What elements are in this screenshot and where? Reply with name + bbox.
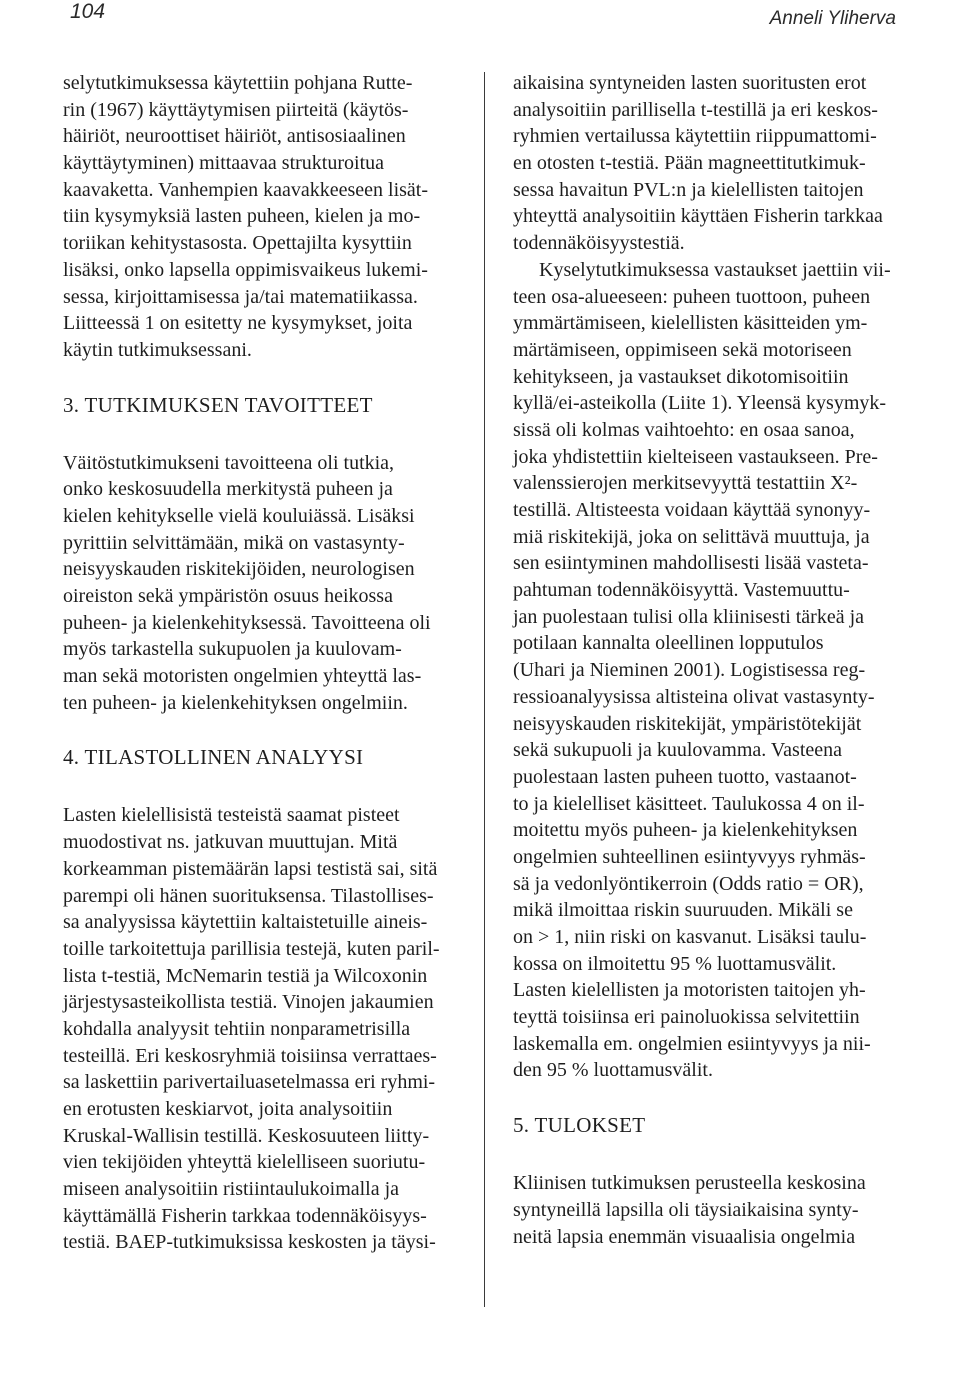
section-heading-5: 5. TULOKSET [513,1113,646,1138]
text-line: miseen analysoitiin ristiintaulukoimalla ja [63,1178,400,1201]
text-line: järjestysasteikollista testiä. Vinojen jakaumien [63,991,434,1014]
text-line: kielen kehitykselle vielä kouluiässä. Lisäksi [63,504,415,527]
text-line: korkeamman pistemäärän lapsi testistä sai, sitä [63,857,438,880]
text-line: neisyyskauden riskitekijät, ympäristötekijät [513,712,862,735]
text-line: potilaan kannalta oleellinen lopputulos [513,632,824,655]
text-line: ymmärtämiseen, kielellisten käsitteiden ym- [513,312,868,335]
paragraph [63,450,448,717]
text-line: analysoitiin parillisella t-testillä ja eri keskos- [513,98,878,121]
text-line: moitettu myös puheen- ja kielenkehityksen [513,819,858,842]
paragraph [63,70,448,364]
text-line: Väitöstutkimukseni tavoitteena oli tutkia, [63,451,395,474]
text-line: rin (1967) käyttäytymisen piirteitä (käytös- [63,98,409,121]
text-line: pyrittiin selvittämään, mikä on vastasynty- [63,531,405,554]
text-line: parempi oli hänen suorituksensa. Tilastollises- [63,884,434,907]
text-line: testiä. BAEP-tutkimuksissa keskosten ja täysi- [63,1231,436,1254]
text-line: ressioanalyysissa altisteina olivat vastasynty- [513,685,875,708]
text-line: muodostivat ns. jatkuvan muuttujan. Mitä [63,831,398,854]
text-line: sa laskettiin parivertailuasetelmassa eri ryhmi- [63,1071,436,1094]
text-line: Lasten kielellisistä testeistä saamat pisteet [63,804,400,827]
text-line: joka yhdistettiin kielteiseen vastaukseen. Pre- [513,445,878,468]
paragraph [513,1170,897,1250]
left-column [63,70,448,1256]
text-line: syntyneillä lapsilla oli täysiaikaisina synty- [513,1198,859,1221]
text-line: oireiston sekä ympäristön osuus heikossa [63,585,393,607]
text-line: sen esiintyminen mahdollisesti lisää vasteta- [513,552,869,575]
text-line: kohdalla analyysit tehtiin nonparametrisilla [63,1017,411,1040]
page-number: 104 [70,0,106,23]
text-line: sissä oli kolmas vaihtoehto: en osaa sanoa, [513,418,855,441]
text-line: on > 1, niin riski on kasvanut. Lisäksi taulu- [513,926,867,948]
text-line: sa analyysissa käytettiin kaltaistetuille aineis- [63,911,428,934]
text-line: sessa havaitun PVL:n ja kielellisten taitojen [513,178,864,201]
text-line: sekä sukupuoli ja kuulovamma. Vasteena [513,739,843,762]
text-line: en otosten t-testiä. Pään magneettitutkimuk- [513,152,866,175]
text-line: käytin tutkimuksessani. [63,338,252,361]
text-line: puheen- ja kielenkehityksessä. Tavoitteena oli [63,611,431,634]
text-line: Kliinisen tutkimuksen perusteella keskosina [513,1172,866,1195]
text-line: neitä lapsia enemmän visuaalisia ongelmia [513,1225,856,1248]
paragraph [63,802,448,1256]
text-line: to ja kielelliset käsitteet. Taulukossa 4 on il- [513,792,865,815]
text-line: miä riskitekijä, joka on selittävä muuttuja, ja [513,525,870,548]
text-line: pahtuman todennäköisyyttä. Vastemuuttu- [513,579,850,602]
text-line: jan puolestaan tulisi olla kliinisesti tärkeä ja [513,605,865,628]
text-line: myös tarkastella sukupuolen ja kuulovam- [63,638,402,661]
text-line: vien tekijöiden yhteyttä kielelliseen suoriutu- [63,1151,426,1174]
text-line: Liitteessä 1 on esitetty ne kysymykset, joita [63,312,413,335]
section-heading-4: 4. TILASTOLLINEN ANALYYSI [63,745,364,770]
text-line: aikaisina syntyneiden lasten suoritusten erot [513,72,867,94]
text-line: kyllä/ei-asteikolla (Liite 1). Yleensä kysymyk- [513,392,887,415]
text-line: kaavaketta. Vanhempien kaavakkeeseen lisät- [63,178,429,201]
text-line: selytutkimuksessa käytettiin pohjana Rutte- [63,72,413,94]
text-line: teen osa-alueeseen: puheen tuottoon, puheen [513,285,871,308]
text-line: sä ja vedonlyöntikerroin (Odds ratio = OR), [513,872,864,895]
text-line: kehitykseen, ja vastaukset dikotomisoitiin [513,365,849,388]
text-line: käyttämällä Fisherin tarkkaa todennäköisyys- [63,1204,427,1227]
column-divider [484,72,485,1307]
text-line: valenssierojen merkitsevyyttä testattiin X²- [513,472,858,495]
right-column [513,70,897,1250]
text-line: ryhmien vertailussa käytettiin riippumattomi- [513,125,877,148]
text-line: teyttä toisiinsa eri painoluokissa selvitettiin [513,1006,860,1029]
text-line: onko keskosuudella merkitystä puheen ja [63,478,393,501]
text-line: todennäköisyystestiä. [513,232,685,255]
text-line: käyttäytyminen) mittaavaa strukturoitua [63,152,385,175]
text-line: testillä. Altisteesta voidaan käyttää synonyy- [513,499,871,521]
text-line: neisyyskauden riskitekijöiden, neurologisen [63,558,415,581]
text-line: Kruskal-Wallisin testillä. Keskosuuteen liitty- [63,1124,430,1147]
text-line: yhteyttä analysoitiin käyttäen Fisherin tarkkaa [513,205,883,228]
text-line: puolestaan lasten puheen tuotto, vastaanot- [513,765,857,788]
text-line: en erotusten keskiarvot, joita analysoitiin [63,1098,393,1120]
text-line: (Uhari ja Nieminen 2001). Logistisessa reg- [513,659,866,682]
running-header-author: Anneli Yliherva [769,8,896,29]
text-line: häiriöt, neuroottiset häiriöt, antisosiaalinen [63,125,406,148]
text-line: lista t-testiä, McNemarin testiä ja Wilcoxonin [63,964,428,987]
text-line: lisäksi, onko lapsella oppimisvaikeus lukemi- [63,258,428,281]
text-line: Lasten kielellisten ja motoristen taitojen yh- [513,979,866,1002]
paragraph [513,257,897,1084]
text-line: tiin kysymyksiä lasten puheen, kielen ja mo- [63,205,421,228]
text-line: man sekä motoristen ongelmien yhteyttä las- [63,665,422,688]
text-line: kossa on ilmoitettu 95 % luottamusvälit. [513,952,837,975]
section-heading-3: 3. TUTKIMUKSEN TAVOITTEET [63,392,373,417]
text-line: toille tarkoitettuja parillisia testejä, kuten paril- [63,937,440,960]
text-line: den 95 % luottamusvälit. [513,1059,713,1082]
text-line: laskemalla em. ongelmien esiintyvyys ja nii- [513,1032,871,1055]
text-line: märtämiseen, oppimiseen sekä motoriseen [513,338,852,361]
text-line: ongelmien suhteellinen esiintyvyys ryhmäs- [513,845,866,868]
text-line: sessa, kirjoittamisessa ja/tai matematiikassa. [63,285,418,308]
text-line: ten puheen- ja kielenkehityksen ongelmiin. [63,691,408,714]
paragraph [513,70,897,257]
text-line: toriikan kehitystasosta. Opettajilta kysyttiin [63,232,412,255]
text-line: testeillä. Eri keskosryhmiä toisiinsa verrattaes- [63,1044,437,1067]
text-line: mikä ilmoittaa riskin suuruuden. Mikäli se [513,899,853,922]
text-line: Kyselytutkimuksessa vastaukset jaettiin vii- [539,258,891,281]
